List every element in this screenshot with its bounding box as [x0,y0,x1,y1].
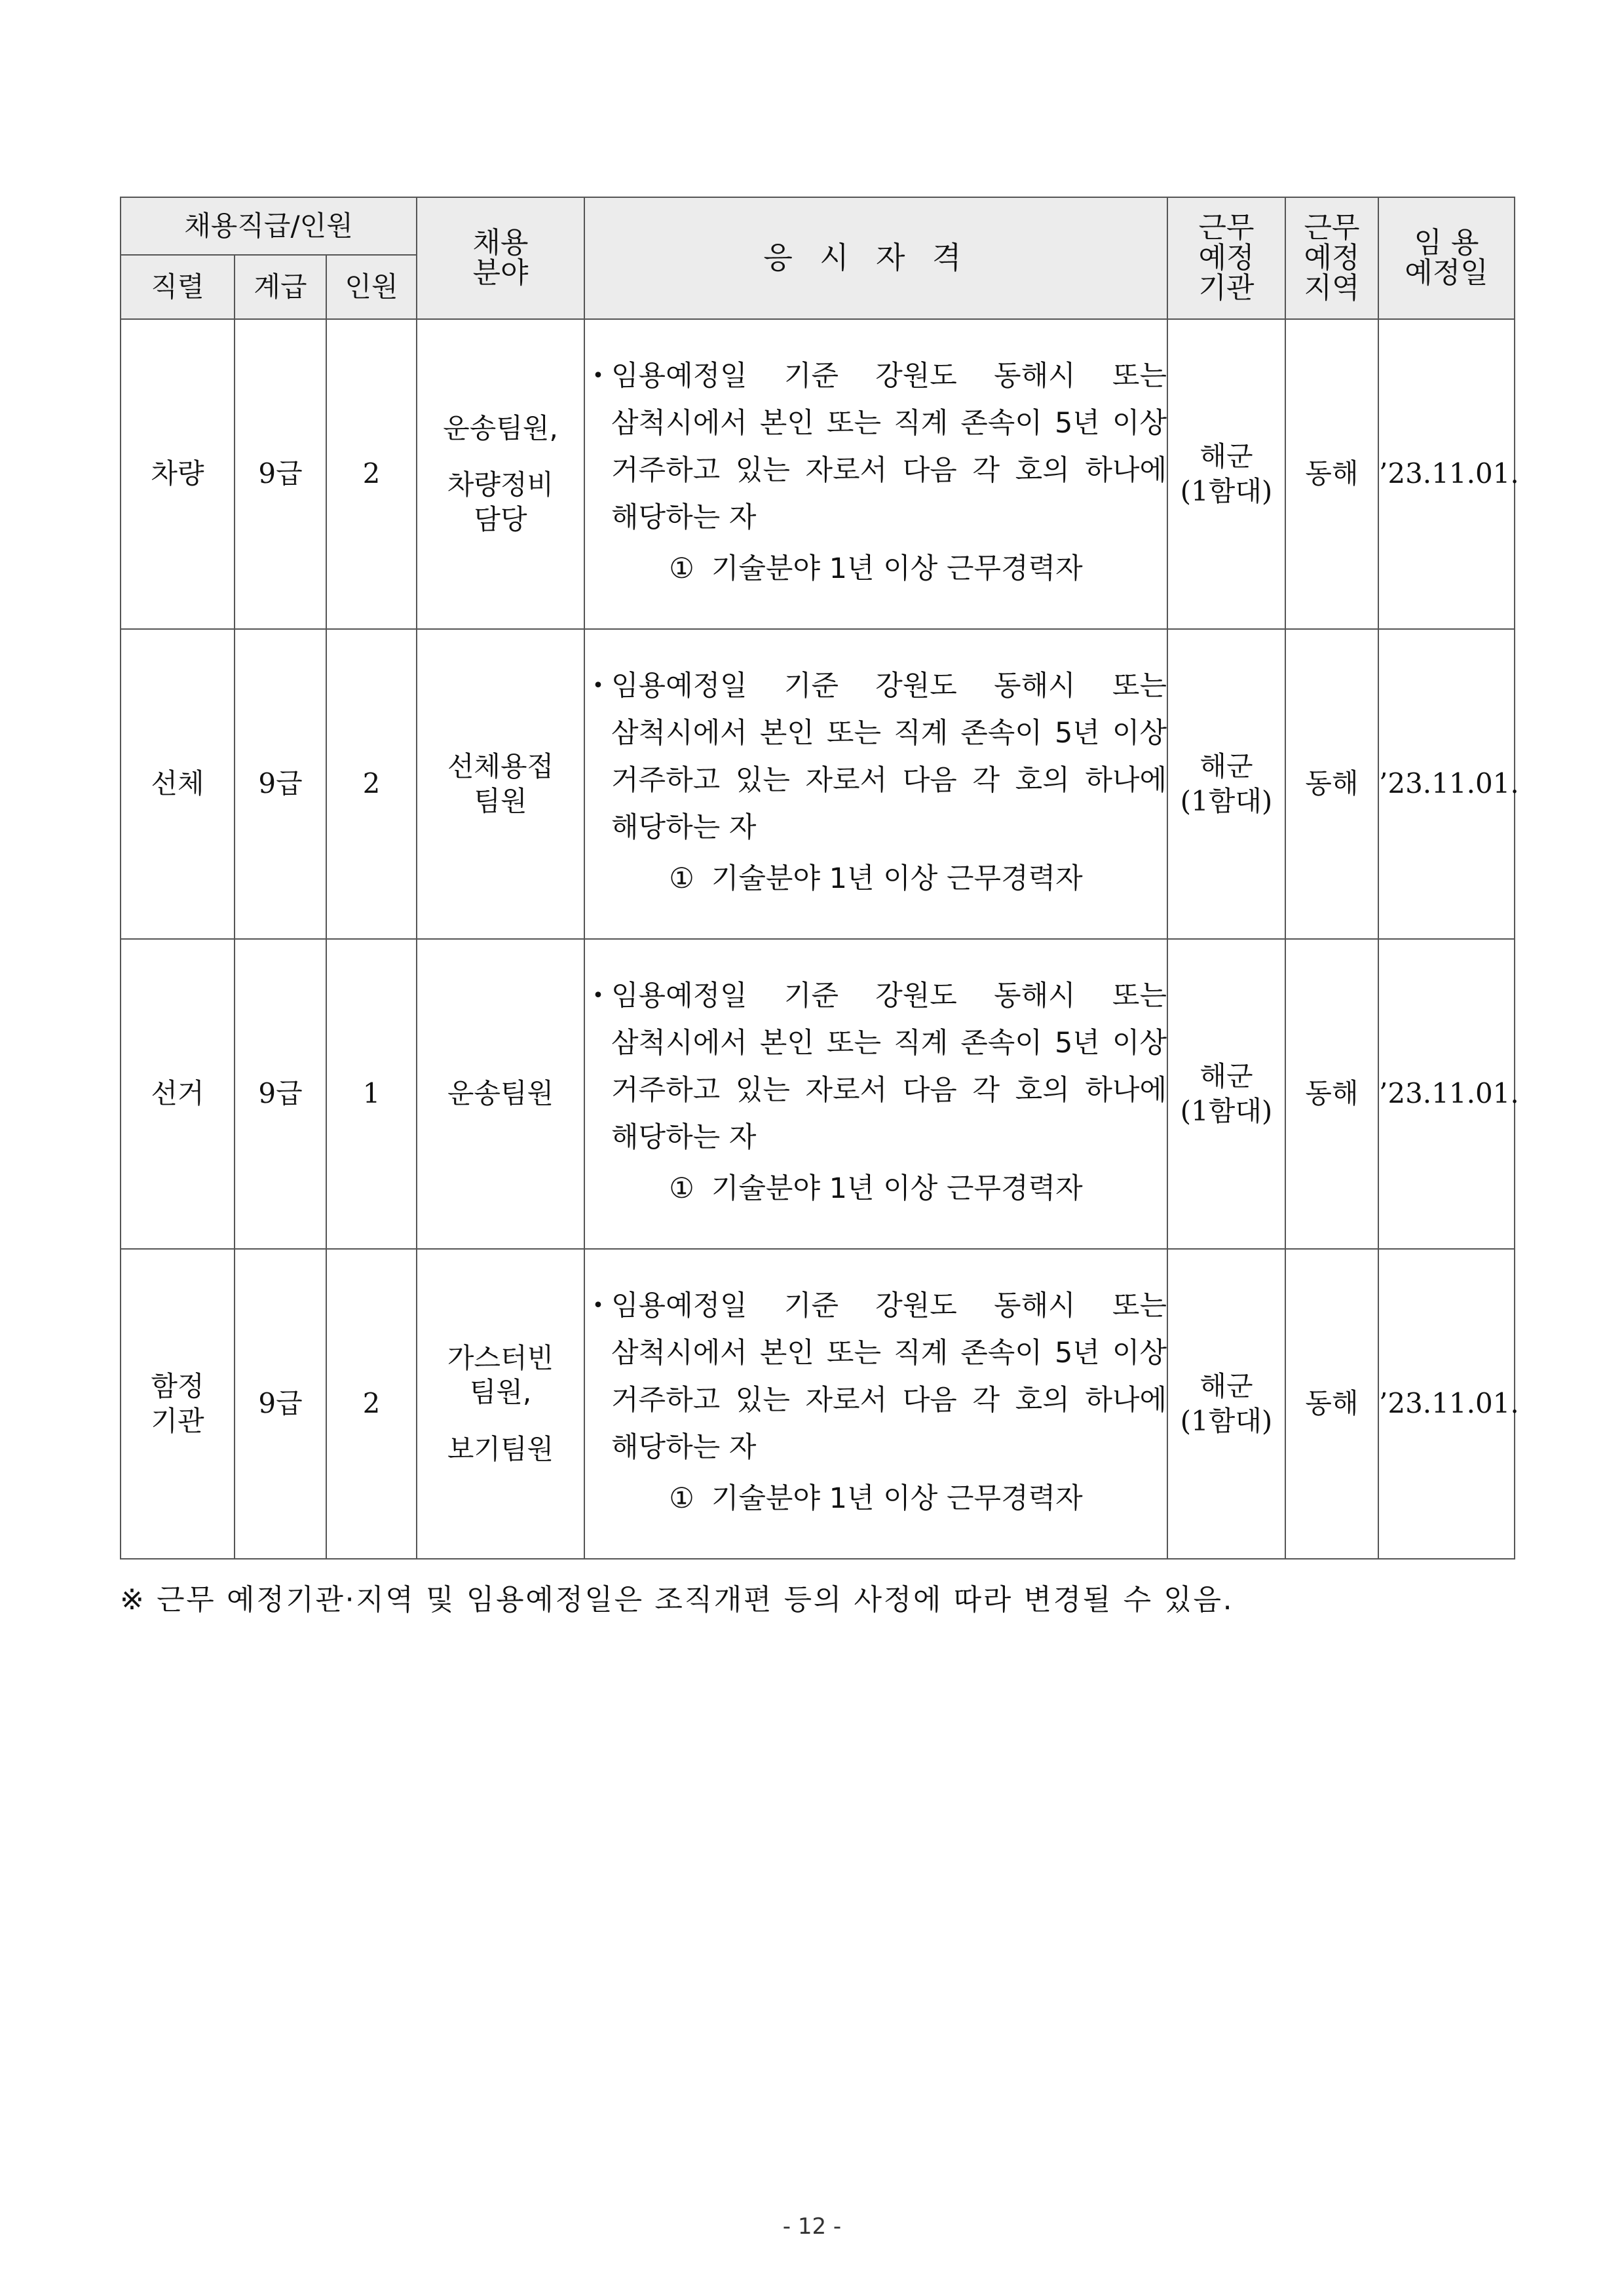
field-line [417,446,584,468]
qualification-text [611,353,1167,541]
cell-inwon: 2 [326,1249,417,1559]
header-region: 근무 예정 지역 [1285,197,1378,319]
item-number: ① [669,862,694,895]
bullet-icon: • [592,364,604,387]
qualification-line: 임용예정일 기준 강원도 동해시 또는 [611,1289,1167,1322]
cell-field [417,939,584,1249]
table-row [121,939,1515,1249]
cell-institution: 해군 (1함대) [1167,319,1285,629]
cell-institution: 해군 (1함대) [1167,1249,1285,1559]
cell-institution: 해군 (1함대) [1167,939,1285,1249]
qualification-line: 삼척시에서 본인 또는 직계 존속이 5년 이상 [611,716,1167,750]
qualification-line: 임용예정일 기준 강원도 동해시 또는 [611,669,1167,702]
table-body [121,319,1519,1559]
field-line: 차량정비 [447,469,554,501]
qualification-line: 임용예정일 기준 강원도 동해시 또는 [611,979,1167,1012]
field-line: 선체용접 [447,750,554,782]
field-line: 운송팀원 [447,1077,554,1110]
qualification-line: 삼척시에서 본인 또는 직계 존속이 5년 이상 [611,1026,1167,1060]
qualification-bullet [585,353,1167,541]
bullet-icon: • [592,1293,604,1317]
cell-inwon: 2 [326,629,417,939]
cell-jikryeol: 함정 기관 [121,1249,235,1559]
header-institution: 근무 예정 기관 [1167,197,1285,319]
qualification-item [585,851,1167,906]
item-text: 기술분야 1년 이상 근무경력자 [711,1482,1083,1515]
qualification-bullet [585,972,1167,1161]
cell-date: ’23.11.01. [1378,319,1515,629]
qualification-line: 해당하는 자 [611,811,757,844]
cell-region: 동해 [1285,1249,1378,1559]
cell-date: ’23.11.01. [1378,939,1515,1249]
table-row [121,629,1515,939]
field-line: 운송팀원, [443,411,558,444]
table-row [121,319,1515,629]
item-number: ① [669,552,694,585]
field-line: 가스터빈 [447,1341,554,1374]
cell-jikryeol: 선체 [121,629,235,939]
qualification-text [611,972,1167,1161]
cell-region: 동해 [1285,939,1378,1249]
field-line: 담당 [474,503,527,535]
item-number: ① [669,1172,694,1205]
qualification-line: 임용예정일 기준 강원도 동해시 또는 [611,359,1167,392]
cell-qualification [584,939,1167,1249]
item-text: 기술분야 1년 이상 근무경력자 [711,1172,1083,1205]
cell-date: ’23.11.01. [1378,1249,1515,1559]
item-text: 기술분야 1년 이상 근무경력자 [711,862,1083,895]
header-qualification: 응시자격 [584,197,1167,319]
cell-field [417,319,584,629]
cell-institution: 해군 (1함대) [1167,629,1285,939]
bullet-icon: • [592,984,604,1007]
qualification-line: 해당하는 자 [611,501,757,534]
cell-field [417,1249,584,1559]
cell-jikryeol: 선거 [121,939,235,1249]
cell-qualification [584,319,1167,629]
cell-inwon: 2 [326,319,417,629]
qualification-line: 해당하는 자 [611,1120,757,1154]
qualification-line: 삼척시에서 본인 또는 직계 존속이 5년 이상 [611,1336,1167,1369]
qualification-item [585,1161,1167,1216]
cell-gyegeup: 9급 [235,939,326,1249]
header-group-label: 채용직급/인원 [121,197,417,255]
cell-gyegeup: 9급 [235,629,326,939]
header-inwon: 인원 [326,255,417,319]
qualification-line: 거주하고 있는 자로서 다음 각 호의 하나에 [611,1073,1167,1107]
qualification-bullet [585,662,1167,851]
cell-qualification [584,629,1167,939]
bullet-icon: • [592,674,604,697]
cell-jikryeol: 차량 [121,319,235,629]
field-line: 팀원 [474,784,527,817]
qualification-line: 거주하고 있는 자로서 다음 각 호의 하나에 [611,1383,1167,1417]
table-row [121,1249,1515,1559]
footnote: ※ 근무 예정기관·지역 및 임용예정일은 조직개편 등의 사정에 따라 변경될 수 있음. [120,1583,1234,1617]
cell-qualification [584,1249,1167,1559]
qualification-line: 해당하는 자 [611,1430,757,1464]
qualification-item [585,1471,1167,1526]
field-line: 팀원, [469,1376,532,1409]
recruitment-table [120,197,1519,1559]
cell-field [417,629,584,939]
field-line: 보기팀원 [447,1432,554,1465]
qualification-line: 삼척시에서 본인 또는 직계 존속이 5년 이상 [611,406,1167,440]
header-field: 채용 분야 [417,197,584,319]
header-jikryeol: 직렬 [121,255,235,319]
header-gyegeup: 계급 [235,255,326,319]
qualification-item [585,541,1167,596]
cell-inwon: 1 [326,939,417,1249]
qualification-text [611,1282,1167,1471]
qualification-line: 거주하고 있는 자로서 다음 각 호의 하나에 [611,453,1167,487]
qualification-line: 거주하고 있는 자로서 다음 각 호의 하나에 [611,763,1167,797]
item-number: ① [669,1482,694,1515]
cell-region: 동해 [1285,629,1378,939]
qualification-text [611,662,1167,851]
item-text: 기술분야 1년 이상 근무경력자 [711,552,1083,585]
cell-gyegeup: 9급 [235,1249,326,1559]
cell-gyegeup: 9급 [235,319,326,629]
page-number: - 12 - [782,2213,842,2240]
field-line [417,1410,584,1432]
cell-date: ’23.11.01. [1378,629,1515,939]
cell-region: 동해 [1285,319,1378,629]
header-date: 임 용 예정일 [1378,197,1515,319]
qualification-bullet [585,1282,1167,1471]
